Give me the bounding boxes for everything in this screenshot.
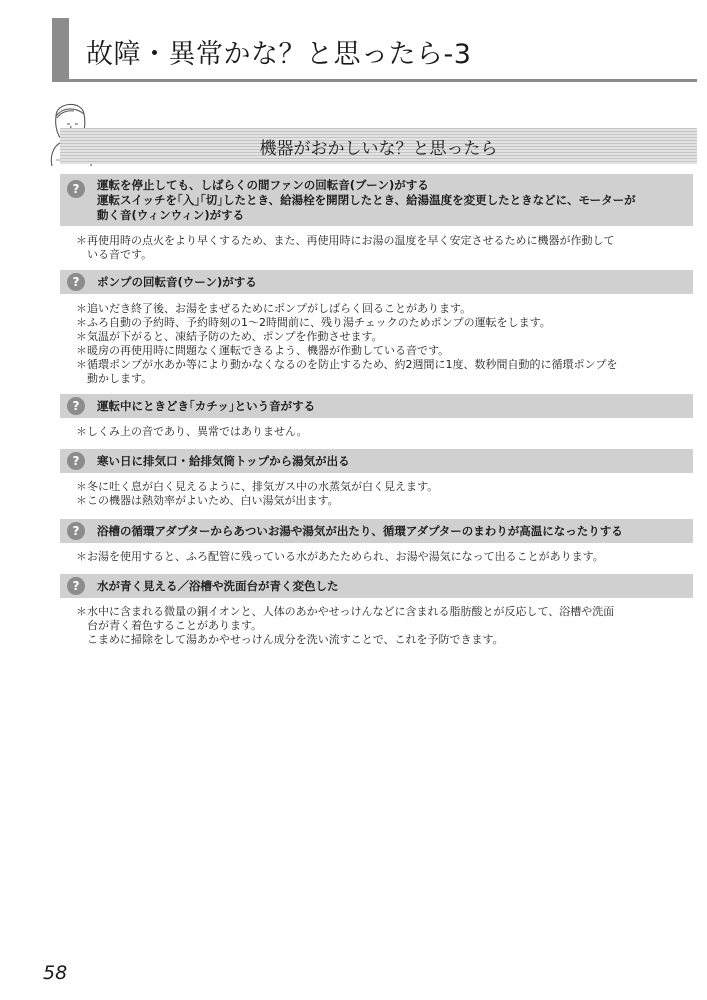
question-header [60, 394, 693, 418]
answer-list [76, 302, 696, 386]
question-mark-icon: ? [67, 397, 85, 415]
question-mark-icon: ? [67, 180, 85, 198]
answer-line: こまめに掃除をして湯あかやせっけん成分を洗い流すことで、これを予防できます。 [76, 633, 504, 646]
question-header [60, 449, 693, 473]
question-text: 水が青く見える／浴槽や洗面台が青く変色した [97, 579, 339, 593]
answer-list [76, 480, 696, 508]
answer-line: 動かします。 [76, 372, 153, 385]
answer-line: ＊追いだき終了後、お湯をまぜるためにポンプがしばらく回ることがあります。 [76, 302, 472, 315]
answer-line: ＊再使用時の点火をより早くするため、また、再使用時にお湯の温度を早く安定させるために機器が作動して [76, 234, 615, 247]
question-header [60, 270, 693, 294]
answer-list [76, 425, 696, 439]
page-title: 故障・異常かな？と思ったら-3 [86, 39, 472, 70]
answer-list [76, 550, 696, 564]
answer-line: ＊水中に含まれる微量の銅イオンと、人体のあかやせっけんなどに含まれる脂肪酸とが反応して、浴槽や洗面 [76, 605, 615, 618]
question-mark-icon: ? [67, 273, 85, 291]
page-number: 58 [43, 962, 68, 984]
question-text: 寒い日に排気口・給排気筒トップから湯気が出る [97, 454, 350, 468]
answer-line: ＊冬に吐く息が白く見えるように、排気ガス中の水蒸気が白く見えます。 [76, 480, 439, 493]
question-header [60, 174, 693, 226]
question-text: 運転を停止しても、しばらくの間ファンの回転音(ブーン)がする [97, 178, 429, 192]
question-text: ポンプの回転音(ウーン)がする [97, 275, 257, 289]
question-mark-icon: ? [67, 452, 85, 470]
answer-line: ＊循環ポンプが水あか等により動かなくなるのを防止するため、約2週間に1度、数秒間自動的に循環ポンプを [76, 358, 618, 371]
answer-line: ＊この機器は熱効率がよいため、白い湯気が出ます。 [76, 494, 339, 507]
question-text: 運転スイッチを｢入｣｢切｣したとき、給湯栓を開閉したとき、給湯温度を変更したときなどに、モーターが [97, 193, 636, 207]
page-title-bar [52, 18, 697, 84]
question-text: 動く音(ウィンウィン)がする [97, 208, 245, 222]
answer-list [76, 605, 696, 647]
answer-list [76, 234, 696, 262]
question-header [60, 574, 693, 598]
answer-line: ＊しくみ上の音であり、異常ではありません。 [76, 425, 308, 438]
title-accent-bar [52, 18, 69, 82]
answer-line: ＊ふろ自動の予約時、予約時刻の1～2時間前に、残り湯チェックのためポンプの運転をします。 [76, 316, 551, 329]
section-banner [60, 128, 697, 164]
answer-line: ＊暖房の再使用時に問題なく運転できるよう、機器が作動している音です。 [76, 344, 450, 357]
answer-line: いる音です。 [76, 248, 153, 261]
question-text: 浴槽の循環アダプターからあついお湯や湯気が出たり、循環アダプターのまわりが高温になったりする [97, 524, 623, 538]
question-text: 運転中にときどき｢カチッ｣という音がする [97, 399, 316, 413]
question-mark-icon: ? [67, 522, 85, 540]
question-mark-icon: ? [67, 577, 85, 595]
answer-line: ＊お湯を使用すると、ふろ配管に残っている水があたためられ、お湯や湯気になって出ることがあります。 [76, 550, 604, 563]
answer-line: 台が青く着色することがあります。 [76, 619, 263, 632]
section-title: 機器がおかしいな？と思ったら [259, 139, 498, 159]
question-header [60, 519, 693, 543]
answer-line: ＊気温が下がると、凍結予防のため、ポンプを作動させます。 [76, 330, 383, 343]
title-underline [69, 79, 697, 82]
